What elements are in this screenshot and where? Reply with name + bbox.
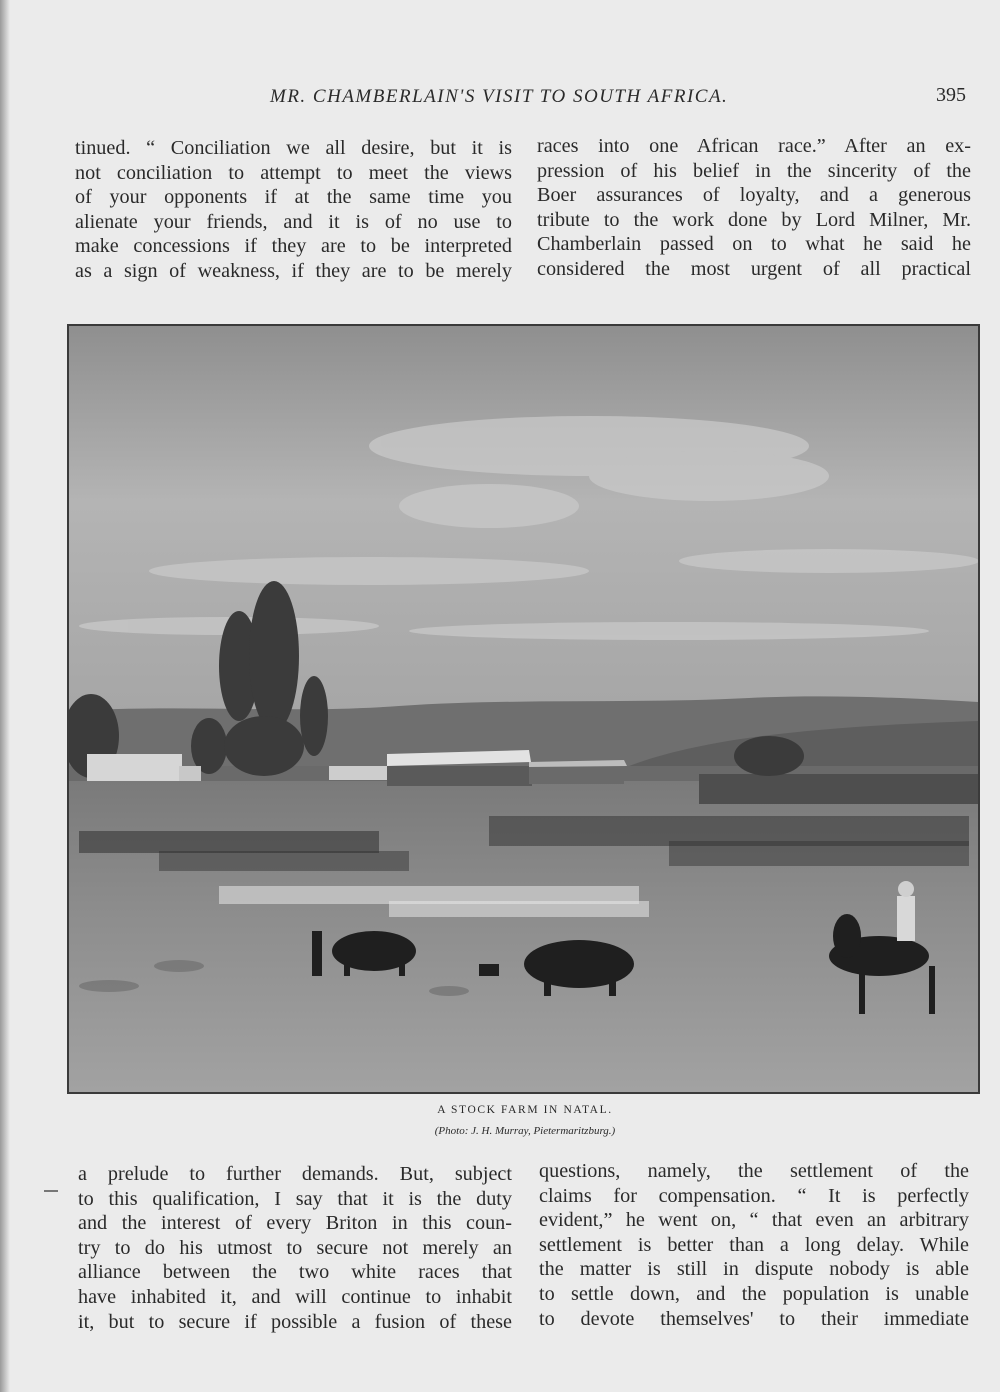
text-line: try to do his utmost to secure not merely an — [78, 1236, 512, 1259]
text-line: the matter is still in dispute nobody is able — [539, 1258, 969, 1281]
text-line: to this qualification, I say that it is the duty — [78, 1187, 512, 1210]
text-line: settlement is better than a long delay. While — [539, 1233, 969, 1256]
text-line: alliance between the two white races that — [78, 1261, 512, 1284]
text-line: Chamberlain passed on to what he said he — [537, 233, 971, 256]
margin-mark — [44, 1190, 58, 1192]
text-line: and the interest of every Briton in this coun- — [78, 1212, 512, 1235]
text-column-bottom-left — [78, 1162, 512, 1334]
text-line: Boer assurances of loyalty, and a generous — [537, 184, 971, 207]
running-head: MR. CHAMBERLAIN'S VISIT TO SOUTH AFRICA. — [270, 86, 729, 107]
text-line: claims for compensation. “ It is perfectly — [539, 1184, 969, 1207]
figure-caption: A STOCK FARM IN NATAL. — [437, 1104, 613, 1116]
text-line: not conciliation to attempt to meet the views — [75, 161, 512, 184]
text-line: to devote themselves' to their immediate — [539, 1307, 969, 1330]
page-gutter-shadow — [0, 0, 10, 1392]
text-line: to settle down, and the population is unable — [539, 1282, 969, 1305]
text-line: tribute to the work done by Lord Milner, Mr. — [537, 208, 971, 231]
text-line: make concessions if they are to be interpreted — [75, 235, 512, 258]
text-line: pression of his belief in the sincerity of the — [537, 159, 971, 182]
photo-illustration — [69, 326, 978, 1092]
figure-credit: (Photo: J. H. Murray, Pietermaritzburg.) — [434, 1125, 616, 1137]
text-column-top-right — [537, 134, 971, 282]
stock-farm-photograph — [67, 324, 980, 1094]
text-line: of your opponents if at the same time you — [75, 186, 512, 209]
page-number: 395 — [936, 84, 966, 106]
text-line: considered the most urgent of all practical — [537, 257, 971, 280]
text-line: tinued. “ Conciliation we all desire, but it is — [75, 137, 512, 159]
text-line: it, but to secure if possible a fusion of these — [78, 1310, 512, 1333]
text-column-bottom-right — [539, 1159, 969, 1331]
text-line: questions, namely, the settlement of the — [539, 1160, 969, 1182]
text-line: races into one African race.” After an ex- — [537, 135, 971, 157]
text-column-top-left — [75, 136, 512, 284]
text-line: evident,” he went on, “ that even an arbitrary — [539, 1209, 969, 1232]
text-line: alienate your friends, and it is of no use to — [75, 210, 512, 233]
text-line: as a sign of weakness, if they are to be merely — [75, 259, 512, 282]
text-line: a prelude to further demands. But, subject — [78, 1163, 512, 1185]
text-line: have inhabited it, and will continue to inhabit — [78, 1285, 512, 1308]
